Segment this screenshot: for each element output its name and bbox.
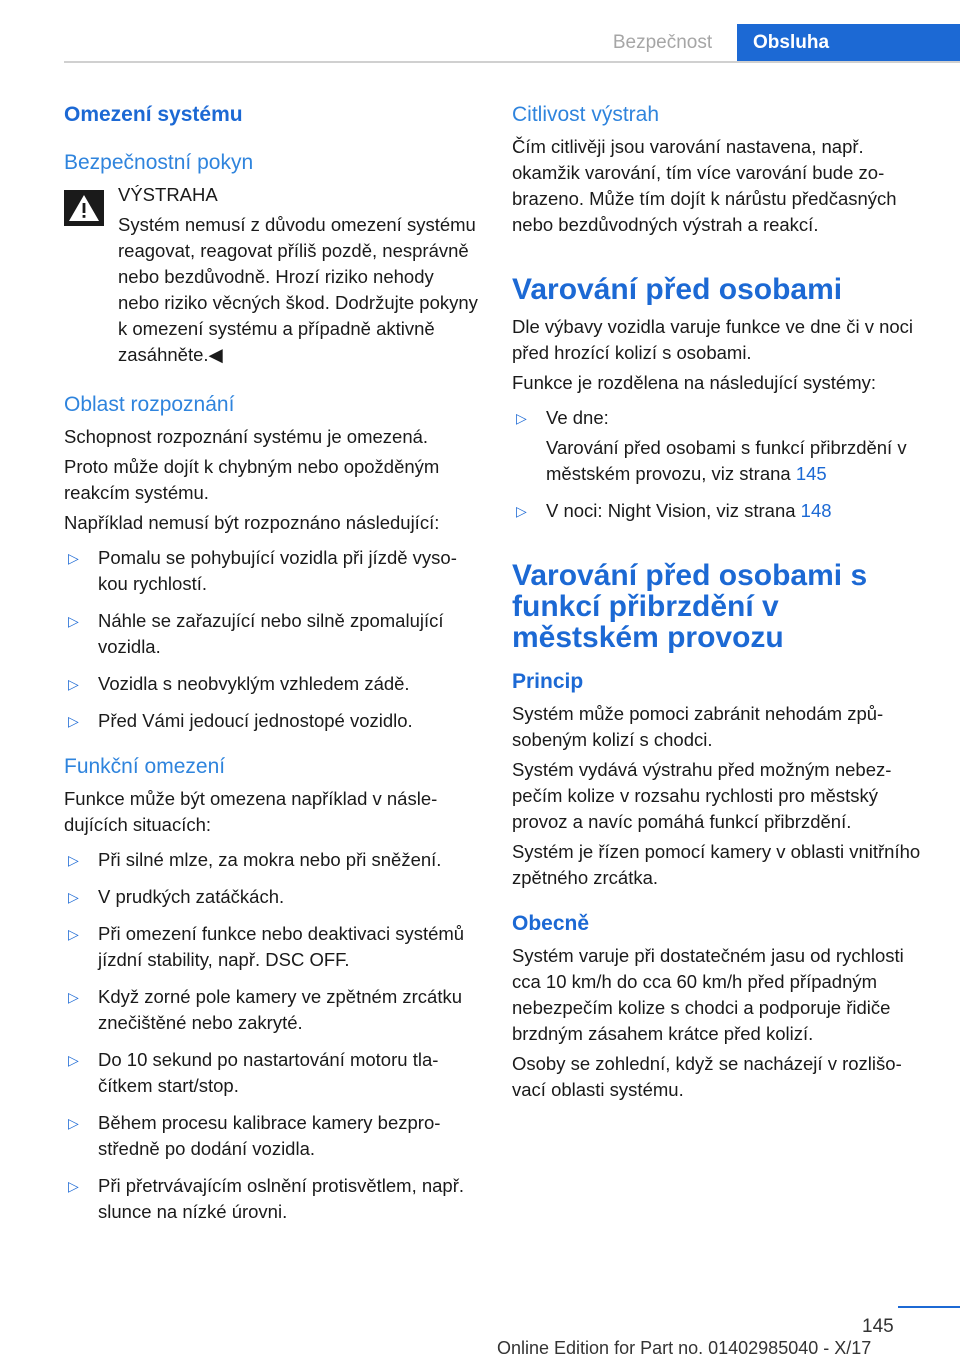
list-item: ▷ V prudkých zatáčkách. xyxy=(64,879,478,910)
funkcni-list xyxy=(64,842,478,1225)
triangle-bullet-icon: ▷ xyxy=(516,503,527,519)
footer-accent-line xyxy=(898,1306,960,1308)
varovani-list xyxy=(512,400,926,524)
obecne-paragraph-1: Systém varuje při dostatečném jasu od rychlosti cca 10 km/h do cca 60 km/h před případným nebezpečím kolize s chodci a podporuje řidiče brzdným zásahem krátce před kolizí. xyxy=(512,945,904,1044)
header-tab-bezpecnost[interactable]: Bezpečnost xyxy=(612,32,713,53)
citlivost-paragraph: Čím citlivěji jsou varování nastavena, např. okamžik varování, tím více varování bude zobrazeno. Může tím dojít k nárůstu předčasných nebo bezdůvodných výstrah a reakcí. xyxy=(512,136,897,235)
list-item: ▷ Když zorné pole kamery ve zpětném zrcátku znečištěné nebo zakryté. xyxy=(68,986,462,1033)
obecne-paragraph-2: Osoby se zohlední, když se nacházejí v rozlišovací oblasti systému. xyxy=(512,1053,902,1100)
list-item: ▷ Při přetrvávajícím oslnění protisvětlem, např. slunce na nízké úrovni. xyxy=(68,1175,465,1222)
list-item: ▷ Vozidla s neobvyklým vzhledem zádě. xyxy=(64,666,478,697)
list-item: ▷ Při omezení funkce nebo deaktivaci systémů jízdní stability, např. DSC OFF. xyxy=(68,923,465,970)
warning-text: Systém nemusí z důvodu omezení systému reagovat, reagovat příliš pozdě, nesprávně nebo bezdůvodně. Hrozí riziko nehody nebo riziko věcných škod. Dodržujte pokyny k omezení systému a případně aktivně zasáhněte.◀ xyxy=(118,214,478,365)
oblast-paragraph-3: Například nemusí být rozpoznáno následující: xyxy=(64,512,440,533)
list-item-night: ▷ V noci: Night Vision, viz strana 148 xyxy=(512,493,926,524)
heading-obecne: Obecně xyxy=(512,912,590,935)
heading-varovani-mestsky-provoz: Varování před osobami s funkcí přibrzdění v městském provozu xyxy=(512,559,868,654)
triangle-bullet-icon: ▷ xyxy=(68,676,79,692)
triangle-bullet-icon: ▷ xyxy=(68,713,79,729)
triangle-bullet-icon: ▷ xyxy=(68,926,79,942)
list-item: ▷ Při silné mlze, za mokra nebo při sněžení. xyxy=(64,842,478,873)
oblast-list xyxy=(64,540,478,734)
list-item: ▷ Do 10 sekund po nastartování motoru tlačítkem start/stop. xyxy=(68,1049,439,1096)
triangle-bullet-icon: ▷ xyxy=(68,550,79,566)
list-item: ▷ Před Vámi jedoucí jednostopé vozidlo. xyxy=(64,703,478,734)
list-item: ▷ Pomalu se pohybující vozidla při jízdě vysokou rychlostí. xyxy=(68,547,457,594)
triangle-bullet-icon: ▷ xyxy=(68,1052,79,1068)
funkcni-paragraph: Funkce může být omezena například v následujících situacích: xyxy=(64,788,438,835)
page-link-148[interactable]: 148 xyxy=(800,500,832,521)
list-item: ▷ Náhle se zařazující nebo silně zpomalující vozidla. xyxy=(68,610,444,657)
heading-princip: Princip xyxy=(512,670,584,693)
triangle-bullet-icon: ▷ xyxy=(68,989,79,1005)
heading-funkcni-omezeni: Funkční omezení xyxy=(64,755,226,778)
header-tab-obsluha[interactable]: Obsluha xyxy=(737,24,960,62)
triangle-bullet-icon: ▷ xyxy=(68,852,79,868)
princip-paragraph-2: Systém vydává výstrahu před možným nebezpečím kolize v rozsahu rychlosti pro městský provoz a navíc pomáhá funkcí přibrzdění. xyxy=(512,759,892,832)
right-column xyxy=(512,100,926,1103)
warning-icon xyxy=(64,190,104,226)
princip-paragraph-1: Systém může pomoci zabránit nehodám způsobeným kolizí s chodci. xyxy=(512,703,884,750)
varovani-paragraph-2: Funkce je rozdělena na následující systémy: xyxy=(512,372,877,393)
varovani-paragraph-1: Dle výbavy vozidla varuje funkce ve dne či v noci před hrozící kolizí s osobami. xyxy=(512,316,914,363)
header-divider xyxy=(64,61,960,63)
heading-omezeni-systemu: Omezení systému xyxy=(64,103,243,126)
list-item-day: ▷ Ve dne: Varování před osobami s funkcí přibrzdění v městském provozu, viz strana 145 xyxy=(516,407,907,484)
left-column xyxy=(64,100,478,1231)
heading-oblast-rozpoznani: Oblast rozpoznání xyxy=(64,393,235,416)
page-link-145[interactable]: 145 xyxy=(795,463,827,484)
warning-title: VÝSTRAHA xyxy=(118,184,218,205)
triangle-bullet-icon: ▷ xyxy=(68,613,79,629)
heading-varovani-pred-osobami: Varování před osobami xyxy=(512,273,843,306)
page-number: 145 xyxy=(862,1316,894,1337)
heading-citlivost-vystrah: Citlivost výstrah xyxy=(512,103,660,126)
heading-bezpecnostni-pokyn: Bezpečnostní pokyn xyxy=(64,151,254,174)
triangle-bullet-icon: ▷ xyxy=(68,1178,79,1194)
footer-edition: Online Edition for Part no. 01402985040 - X/17 xyxy=(497,1338,872,1358)
triangle-bullet-icon: ▷ xyxy=(68,1115,79,1131)
list-item: ▷ Během procesu kalibrace kamery bezprostředně po dodání vozidla. xyxy=(68,1112,441,1159)
oblast-paragraph-2: Proto může dojít k chybným nebo opožděným reakcím systému. xyxy=(64,456,440,503)
triangle-bullet-icon: ▷ xyxy=(516,410,527,426)
oblast-paragraph-1: Schopnost rozpoznání systému je omezená. xyxy=(64,426,429,447)
princip-paragraph-3: Systém je řízen pomocí kamery v oblasti vnitřního zpětného zrcátka. xyxy=(512,841,921,888)
warning-box xyxy=(64,182,478,368)
triangle-bullet-icon: ▷ xyxy=(68,889,79,905)
